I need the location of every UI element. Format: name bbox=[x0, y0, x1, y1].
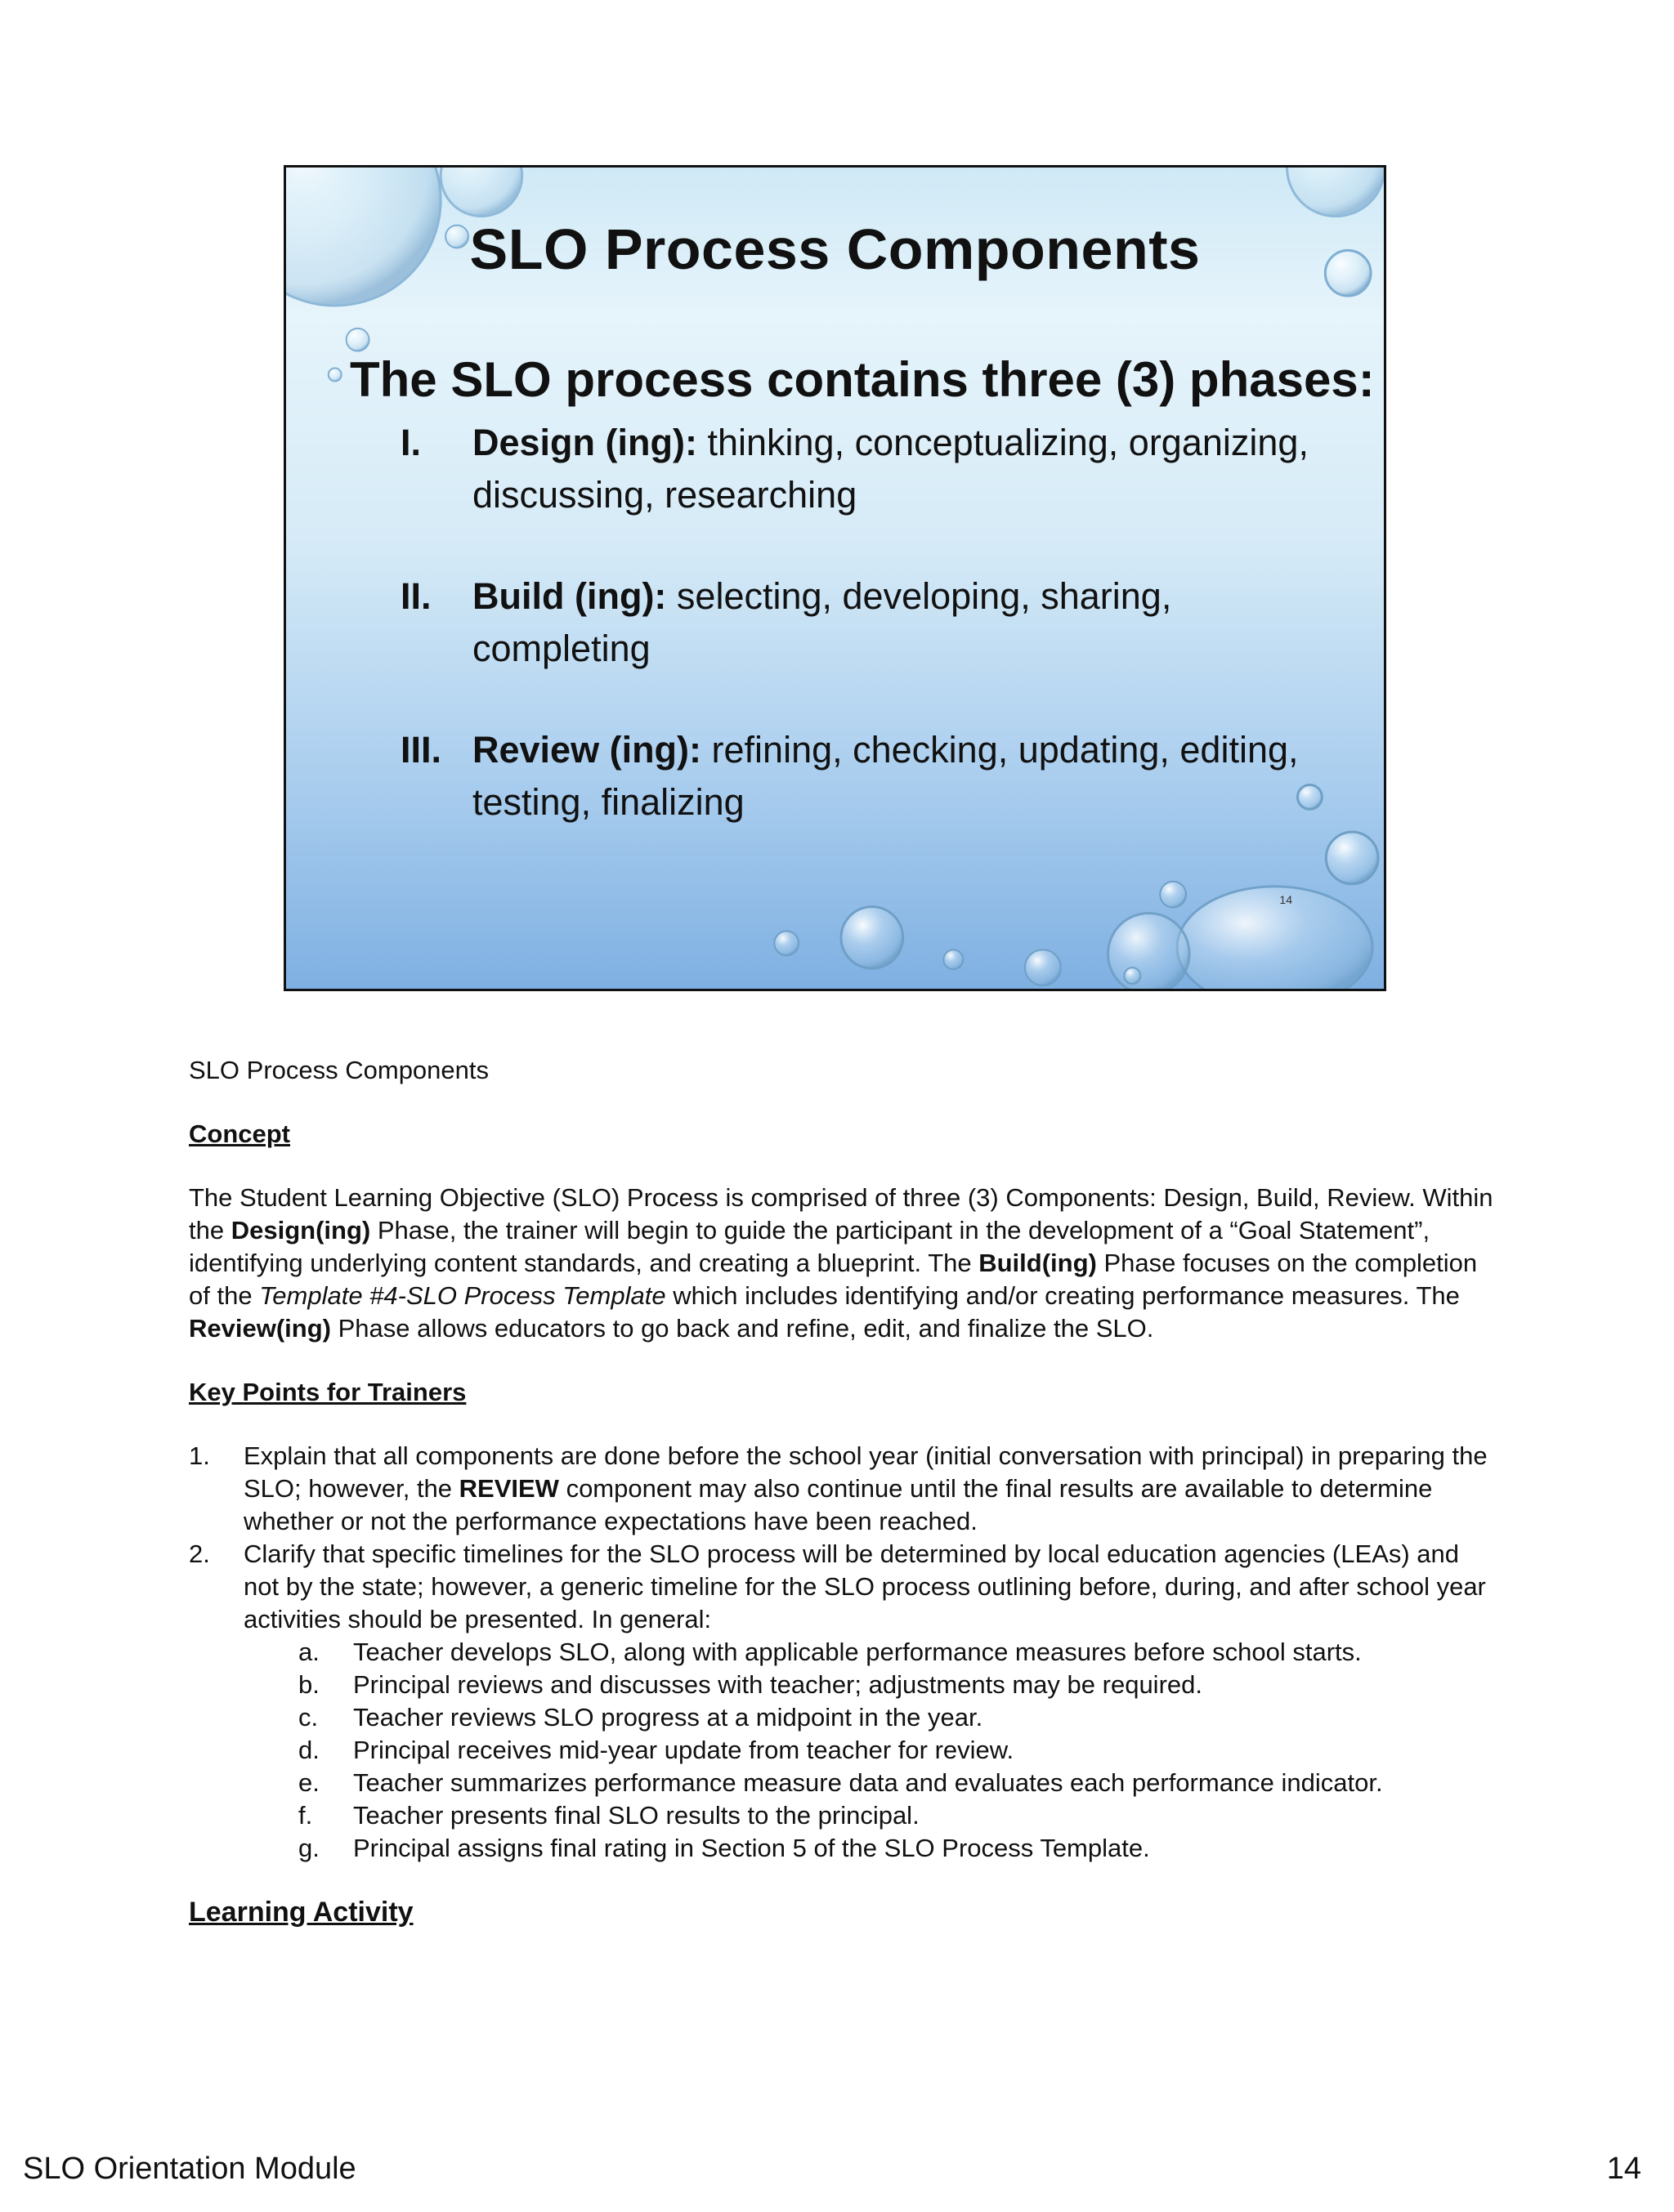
key-point-item bbox=[189, 1538, 1497, 1636]
concept-paragraph bbox=[189, 1182, 1497, 1345]
slide-title: SLO Process Components bbox=[469, 217, 1201, 281]
list-number: 2. bbox=[189, 1539, 210, 1568]
timeline-sublist bbox=[189, 1636, 1497, 1865]
list-item bbox=[189, 1734, 1497, 1767]
slide-image bbox=[284, 165, 1386, 991]
phase-term: Review (ing): bbox=[472, 729, 702, 771]
concept-text: which includes identifying and/or creating performance measures. The bbox=[665, 1281, 1460, 1310]
list-letter: g. bbox=[298, 1834, 320, 1862]
phase-item-design bbox=[401, 417, 1341, 521]
list-item-text: Teacher reviews SLO progress at a midpoint in the year. bbox=[353, 1703, 983, 1732]
list-item-text: Principal assigns final rating in Section 5 of the SLO Process Template. bbox=[353, 1834, 1150, 1862]
key-point-text: Clarify that specific timelines for the SLO process will be determined by local education agencies (LEAs) and not by the state; however, a generic timeline for the SLO process outlining before, during, and after school year activities should be presented. In general: bbox=[244, 1539, 1486, 1633]
phase-description: selecting, developing, sharing, completing bbox=[472, 575, 1172, 669]
concept-bold-review: Review(ing) bbox=[189, 1314, 331, 1343]
list-item bbox=[189, 1832, 1497, 1865]
concept-text: Phase focuses on the completion of the bbox=[189, 1249, 1478, 1310]
concept-bold-build: Build(ing) bbox=[978, 1249, 1097, 1277]
learning-activity-heading: Learning Activity bbox=[189, 1897, 414, 1928]
list-item-text: Principal reviews and discusses with teacher; adjustments may be required. bbox=[353, 1670, 1202, 1699]
phase-item-build bbox=[401, 570, 1341, 675]
list-letter: e. bbox=[298, 1768, 320, 1797]
list-item bbox=[189, 1669, 1497, 1701]
slide-subtitle: The SLO process contains three (3) phases: bbox=[350, 352, 1375, 407]
list-letter: a. bbox=[298, 1638, 320, 1666]
slide-number: 14 bbox=[1279, 893, 1292, 906]
concept-text: The Student Learning Objective (SLO) Process is comprised of three (3) Components: Design, Build, Review. Within the bbox=[189, 1183, 1493, 1245]
concept-text: Phase allows educators to go back and refine, edit, and finalize the SLO. bbox=[330, 1314, 1154, 1343]
phase-numeral: I. bbox=[401, 422, 422, 463]
phase-list bbox=[401, 417, 1341, 878]
phase-numeral: III. bbox=[401, 729, 442, 771]
phase-term: Design (ing): bbox=[472, 422, 697, 463]
key-point-bold: REVIEW bbox=[459, 1474, 559, 1503]
list-item bbox=[189, 1799, 1497, 1832]
list-item bbox=[189, 1701, 1497, 1734]
key-point-text: component may also continue until the final results are available to determine whether or not the performance expectations have been reached. bbox=[244, 1474, 1433, 1535]
phase-description: thinking, conceptualizing, organizing, discussing, researching bbox=[472, 422, 1309, 516]
list-item-text: Teacher presents final SLO results to the principal. bbox=[353, 1801, 920, 1830]
concept-italic-template: Template #4-SLO Process Template bbox=[259, 1281, 666, 1310]
key-points-list bbox=[189, 1440, 1497, 1636]
concept-heading: Concept bbox=[189, 1119, 290, 1148]
list-letter: b. bbox=[298, 1670, 320, 1699]
list-number: 1. bbox=[189, 1441, 210, 1470]
list-letter: c. bbox=[298, 1703, 319, 1732]
concept-bold-design: Design(ing) bbox=[231, 1216, 371, 1245]
list-item bbox=[189, 1767, 1497, 1799]
speaker-notes bbox=[189, 1054, 1497, 1928]
phase-description: refining, checking, updating, editing, testing, finalizing bbox=[472, 729, 1299, 823]
list-item-text: Teacher develops SLO, along with applicable performance measures before school starts. bbox=[353, 1638, 1362, 1666]
phase-numeral: II. bbox=[401, 575, 432, 617]
key-point-text: Explain that all components are done before the school year (initial conversation with principal) in preparing the SLO; however, the bbox=[244, 1441, 1488, 1503]
list-item-text: Teacher summarizes performance measure data and evaluates each performance indicator. bbox=[353, 1768, 1383, 1797]
phase-term: Build (ing): bbox=[472, 575, 667, 617]
list-item-text: Principal receives mid-year update from teacher for review. bbox=[353, 1736, 1014, 1764]
list-letter: f. bbox=[298, 1801, 313, 1830]
footer-module-name: SLO Orientation Module bbox=[23, 2152, 356, 2186]
list-item bbox=[189, 1636, 1497, 1669]
key-point-item bbox=[189, 1440, 1497, 1538]
key-points-heading: Key Points for Trainers bbox=[189, 1378, 467, 1406]
phase-item-review bbox=[401, 724, 1341, 829]
concept-text: Phase, the trainer will begin to guide the participant in the development of a “Goal Statement”, identifying underlying content standards, and creating a blueprint. The bbox=[189, 1216, 1430, 1277]
list-letter: d. bbox=[298, 1736, 320, 1764]
footer-page-number: 14 bbox=[1606, 2152, 1641, 2186]
notes-title: SLO Process Components bbox=[189, 1056, 490, 1084]
